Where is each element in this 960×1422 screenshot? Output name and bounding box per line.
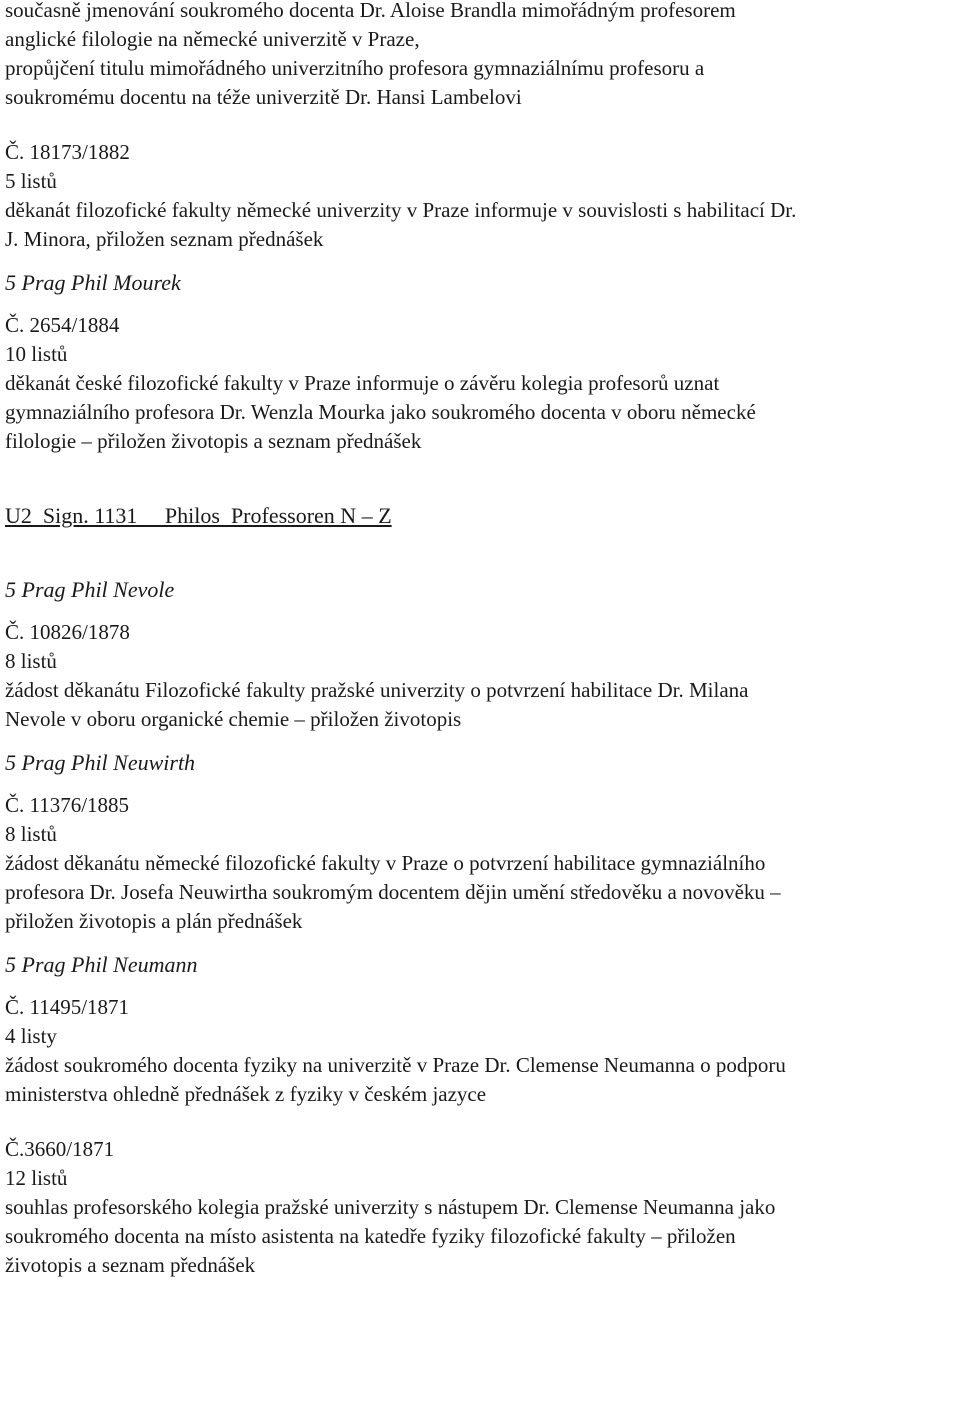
record-description: ministerstva ohledně přednášek z fyziky v českém jazyce: [5, 1082, 487, 1106]
record-description: přiložen životopis a plán přednášek: [5, 909, 303, 933]
record-description: žádost děkanátu Filozofické fakulty pražské univerzity o potvrzení habilitace Dr. Milana: [5, 678, 749, 702]
record-description: Nevole v oboru organické chemie – přiložen životopis: [5, 707, 462, 731]
record-description: soukromého docenta na místo asistenta na katedře fyziky filozofické fakulty – přiložen: [5, 1224, 736, 1248]
record-entry: [5, 950, 955, 1109]
text-line: soukromému docentu na téže univerzitě Dr. Hansi Lambelovi: [5, 85, 522, 109]
section-heading: 5 Prag Phil Mourek: [5, 270, 181, 295]
sheet-count: 10 listů: [5, 342, 68, 366]
record-description: žádost soukromého docenta fyziky na univerzitě v Praze Dr. Clemense Neumanna o podporu: [5, 1053, 786, 1077]
sheet-count: 8 listů: [5, 649, 57, 673]
section-heading: 5 Prag Phil Neumann: [5, 952, 198, 977]
record-number: Č. 18173/1882: [5, 140, 130, 164]
record-description: děkanát filozofické fakulty německé univerzity v Praze informuje v souvislosti s habilitací Dr.: [5, 198, 797, 222]
sheet-count: 8 listů: [5, 822, 57, 846]
record-number: Č. 2654/1884: [5, 313, 120, 337]
record-description: profesora Dr. Josefa Neuwirtha soukromým docentem dějin umění středověku a novověku –: [5, 880, 781, 904]
record-description: gymnaziálního profesora Dr. Wenzla Mourka jako soukromého docenta v oboru německé: [5, 400, 756, 424]
record-description: žádost děkanátu německé filozofické fakulty v Praze o potvrzení habilitace gymnaziálního: [5, 851, 766, 875]
record-description: J. Minora, přiložen seznam přednášek: [5, 227, 324, 251]
record-entry: [5, 748, 955, 936]
record-number: Č. 11495/1871: [5, 995, 130, 1019]
archive-signature: U2 Sign. 1131 Philos Professoren N – Z: [5, 503, 392, 528]
record-entry: [5, 138, 955, 254]
record-description: životopis a seznam přednášek: [5, 1253, 256, 1277]
section-heading: 5 Prag Phil Nevole: [5, 577, 175, 602]
record-number: Č. 10826/1878: [5, 620, 130, 644]
record-entry: [5, 268, 955, 456]
intro-paragraph: [5, 0, 955, 112]
text-line: současně jmenování soukromého docenta Dr. Aloise Brandla mimořádným profesorem: [5, 0, 736, 22]
record-description: filologie – přiložen životopis a seznam přednášek: [5, 429, 422, 453]
document-page: [5, 0, 955, 1280]
record-entry: [5, 1135, 955, 1280]
record-number: Č.3660/1871: [5, 1137, 115, 1161]
record-entry: [5, 575, 955, 734]
sheet-count: 5 listů: [5, 169, 57, 193]
text-line: propůjčení titulu mimořádného univerzitního profesora gymnaziálnímu profesoru a: [5, 56, 705, 80]
section-heading: 5 Prag Phil Neuwirth: [5, 750, 196, 775]
text-line: anglické filologie na německé univerzitě v Praze,: [5, 27, 420, 51]
record-description: děkanát české filozofické fakulty v Praze informuje o závěru kolegia profesorů uznat: [5, 371, 720, 395]
record-description: souhlas profesorského kolegia pražské univerzity s nástupem Dr. Clemense Neumanna jako: [5, 1195, 776, 1219]
sheet-count: 12 listů: [5, 1166, 68, 1190]
record-number: Č. 11376/1885: [5, 793, 130, 817]
sheet-count: 4 listy: [5, 1024, 57, 1048]
